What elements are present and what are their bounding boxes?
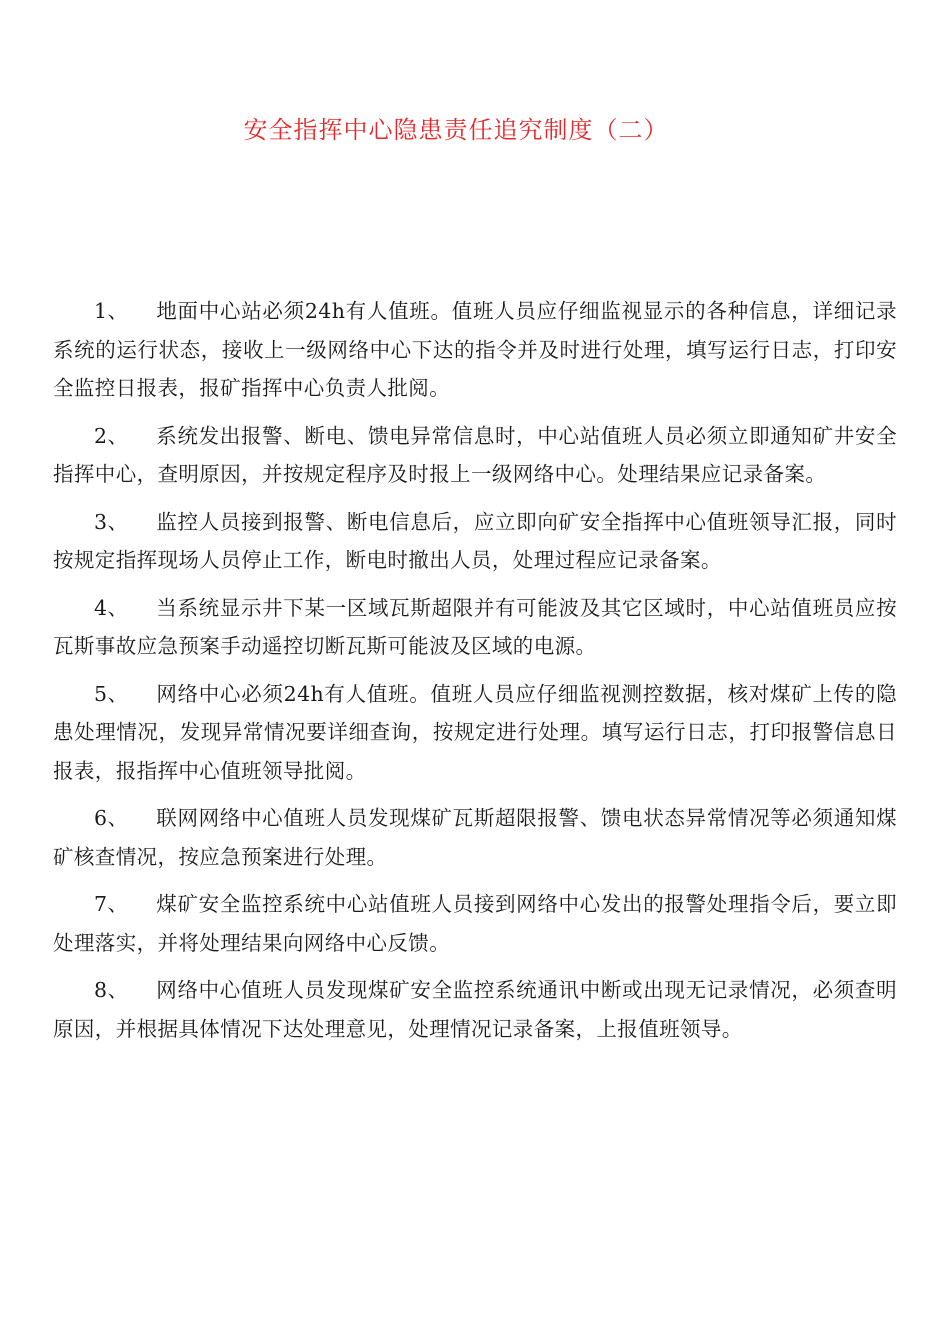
document-body: [53, 292, 897, 1057]
list-item: [53, 417, 897, 494]
item-text: 联网网络中心值班人员发现煤矿瓦斯超限报警、馈电状态异常情况等必须通知煤矿核查情况，按应急预案进行处理。: [53, 806, 897, 869]
document-title: 安全指挥中心隐患责任追究制度（二）: [243, 116, 669, 144]
list-item: [53, 971, 897, 1048]
item-number: 5、: [94, 681, 129, 706]
item-text: 煤矿安全监控系统中心站值班人员接到网络中心发出的报警处理指令后，要立即处理落实，并将处理结果向网络中心反馈。: [53, 892, 897, 955]
item-text: 网络中心必须24h有人值班。值班人员应仔细监视测控数据，核对煤矿上传的隐患处理情况，发现异常情况要详细查询，按规定进行处理。填写运行日志，打印报警信息日报表，报指挥中心值班领导批阅。: [53, 681, 897, 783]
item-text: 当系统显示井下某一区域瓦斯超限并有可能波及其它区域时，中心站值班员应按瓦斯事故应急预案手动遥控切断瓦斯可能波及区域的电源。: [53, 595, 897, 658]
list-item: [53, 799, 897, 876]
item-text: 监控人员接到报警、断电信息后，应立即向矿安全指挥中心值班领导汇报，同时按规定指挥现场人员停止工作，断电时撤出人员，处理过程应记录备案。: [53, 509, 897, 572]
item-text: 网络中心值班人员发现煤矿安全监控系统通讯中断或出现无记录情况，必须查明原因，并根据具体情况下达处理意见，处理情况记录备案，上报值班领导。: [53, 978, 897, 1041]
item-number: 3、: [94, 509, 129, 534]
item-number: 8、: [94, 978, 129, 1002]
list-item: [53, 503, 897, 580]
list-item: [53, 675, 897, 791]
item-number: 2、: [94, 423, 129, 448]
list-item: [53, 885, 897, 962]
item-number: 7、: [94, 892, 129, 916]
item-number: 4、: [94, 595, 129, 620]
item-text: 系统发出报警、断电、馈电异常信息时，中心站值班人员必须立即通知矿井安全指挥中心，查明原因，并按规定程序及时报上一级网络中心。处理结果应记录备案。: [53, 423, 897, 486]
item-number: 6、: [94, 806, 129, 830]
list-item: [53, 589, 897, 666]
list-item: [53, 292, 897, 408]
item-text: 地面中心站必须24h有人值班。值班人员应仔细监视显示的各种信息，详细记录系统的运行状态，接收上一级网络中心下达的指令并及时进行处理，填写运行日志，打印安全监控日报表，报矿指挥中心负责人批阅。: [53, 299, 897, 400]
item-number: 1、: [94, 299, 129, 323]
